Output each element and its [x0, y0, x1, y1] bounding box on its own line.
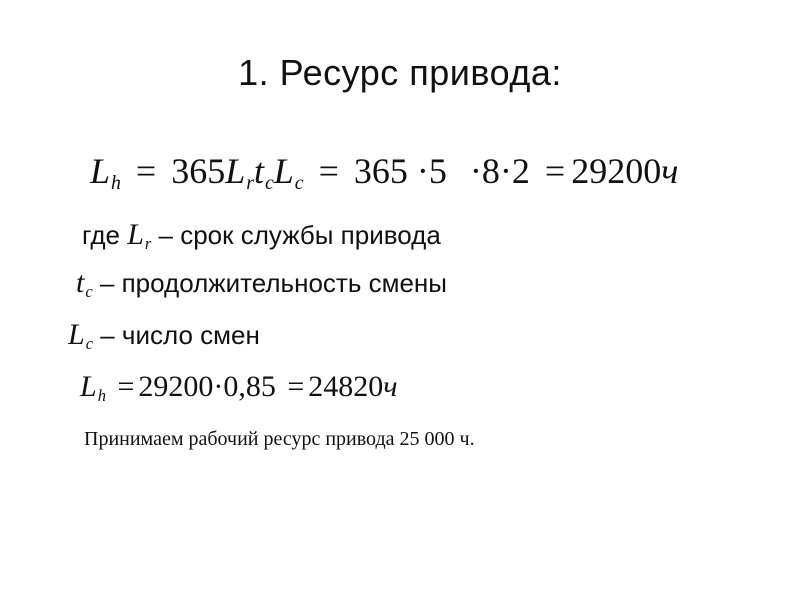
where-word: где: [82, 220, 120, 250]
equals-sign: =: [117, 370, 135, 403]
tc-subscript: c: [85, 281, 93, 301]
lc-symbol: L: [68, 318, 85, 351]
multiply-dot: ·: [499, 151, 512, 191]
value-8: 8: [481, 151, 500, 191]
definition-text: – число смен: [100, 320, 260, 350]
multiply-dot: ·: [213, 370, 224, 403]
definition-lc: [68, 318, 260, 354]
equals-sign: =: [287, 370, 305, 403]
lc-symbol: L: [273, 151, 294, 191]
lc-subscript: c: [294, 171, 304, 194]
working-life-formula: [80, 370, 420, 406]
lh-subscript: h: [97, 385, 106, 405]
lh-symbol: L: [80, 370, 97, 403]
slide-title: 1. Ресурс привода:: [238, 52, 562, 93]
definition-text: – продолжительность смены: [99, 268, 447, 298]
value-29200: 29200: [138, 370, 214, 403]
conclusion-text: Принимаем рабочий ресурс привода 25 000 ч.: [84, 428, 475, 450]
tc-symbol: t: [253, 151, 264, 191]
value-2: 2: [511, 151, 530, 191]
tc-symbol: t: [76, 266, 85, 299]
equals-sign: =: [544, 151, 566, 191]
coefficient: 365: [171, 151, 226, 191]
lr-symbol: L: [225, 151, 246, 191]
lr-subscript: r: [144, 233, 152, 253]
service-life-formula: [90, 150, 710, 195]
result-value: 29200: [571, 151, 662, 191]
definition-lr: [82, 218, 441, 254]
result-value: 24820: [308, 370, 384, 403]
definition-tc: [76, 266, 447, 302]
definition-text: – срок службы привода: [158, 220, 441, 250]
equals-sign: =: [318, 151, 339, 191]
value-5: 5: [428, 151, 447, 191]
unit-hours: ч: [661, 151, 679, 191]
lr-symbol: L: [127, 218, 144, 251]
value-365: 365: [353, 151, 408, 191]
lr-subscript: r: [246, 171, 254, 194]
lh-symbol: L: [90, 151, 111, 191]
multiply-dot: ·: [416, 151, 429, 191]
equals-sign: =: [135, 151, 157, 191]
lh-subscript: h: [111, 171, 121, 194]
tc-subscript: c: [264, 171, 274, 194]
unit-hours: ч: [383, 370, 398, 403]
value-085: 0,85: [223, 370, 276, 403]
lc-subscript: c: [85, 333, 94, 353]
multiply-dot: ·: [469, 151, 482, 191]
